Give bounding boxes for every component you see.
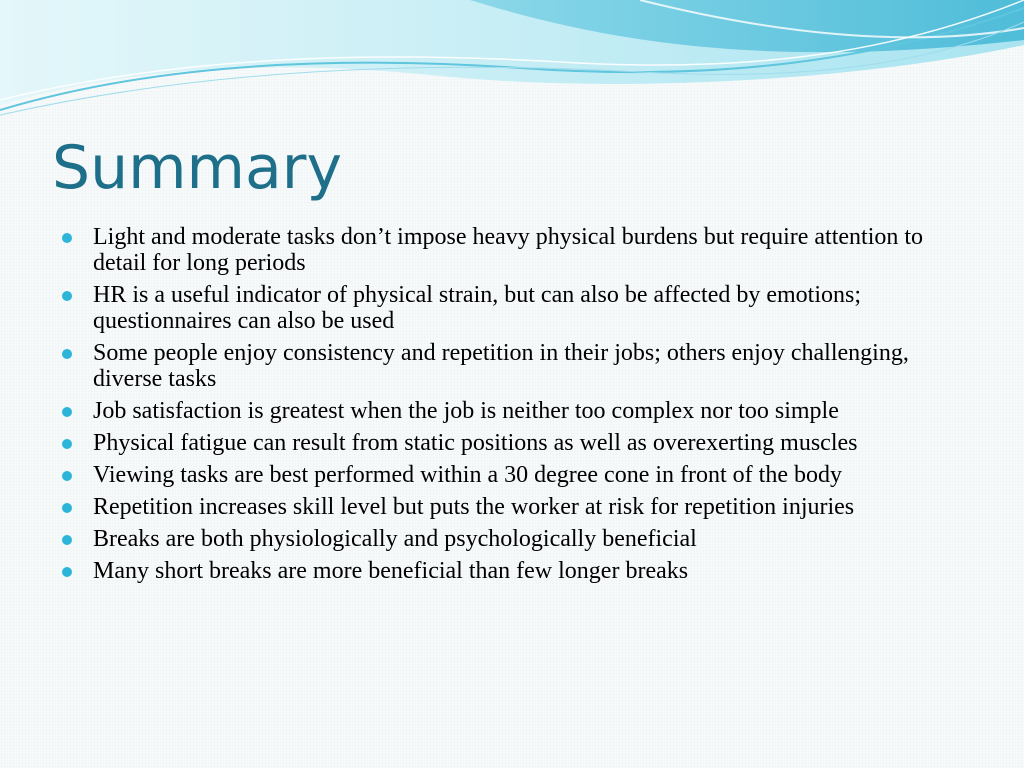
bullet-item xyxy=(60,340,960,392)
bullet-item xyxy=(60,282,960,334)
bullet-item xyxy=(60,558,960,584)
bullet-text: Light and moderate tasks don’t impose heavy physical burdens but require attention to detail for long periods xyxy=(93,224,924,276)
header-wave-decoration xyxy=(0,0,1024,130)
bullet-item xyxy=(60,494,960,520)
bullet-dot-icon xyxy=(62,471,72,481)
bullet-item xyxy=(60,398,960,424)
bullet-text: HR is a useful indicator of physical strain, but can also be affected by emotions; questionnaires can also be used xyxy=(93,282,862,334)
bullet-dot-icon xyxy=(62,407,72,417)
bullet-dot-icon xyxy=(62,503,72,513)
bullet-item xyxy=(60,430,960,456)
bullet-item xyxy=(60,526,960,552)
bullet-dot-icon xyxy=(62,291,72,301)
bullet-list xyxy=(60,224,960,590)
bullet-item xyxy=(60,224,960,276)
bullet-text: Some people enjoy consistency and repetition in their jobs; others enjoy challenging, diverse tasks xyxy=(93,340,909,392)
bullet-text: Viewing tasks are best performed within a 30 degree cone in front of the body xyxy=(93,462,842,488)
bullet-text: Repetition increases skill level but puts the worker at risk for repetition injuries xyxy=(93,494,855,520)
bullet-text: Many short breaks are more beneficial than few longer breaks xyxy=(93,558,689,584)
bullet-text: Breaks are both physiologically and psychologically beneficial xyxy=(93,526,697,552)
bullet-text: Physical fatigue can result from static positions as well as overexerting muscles xyxy=(93,430,858,456)
bullet-text: Job satisfaction is greatest when the job is neither too complex nor too simple xyxy=(93,398,839,424)
bullet-dot-icon xyxy=(62,439,72,449)
bullet-dot-icon xyxy=(62,349,72,359)
bullet-dot-icon xyxy=(62,233,72,243)
bullet-dot-icon xyxy=(62,535,72,545)
bullet-dot-icon xyxy=(62,567,72,577)
slide-title: Summary xyxy=(52,133,342,203)
bullet-item xyxy=(60,462,960,488)
